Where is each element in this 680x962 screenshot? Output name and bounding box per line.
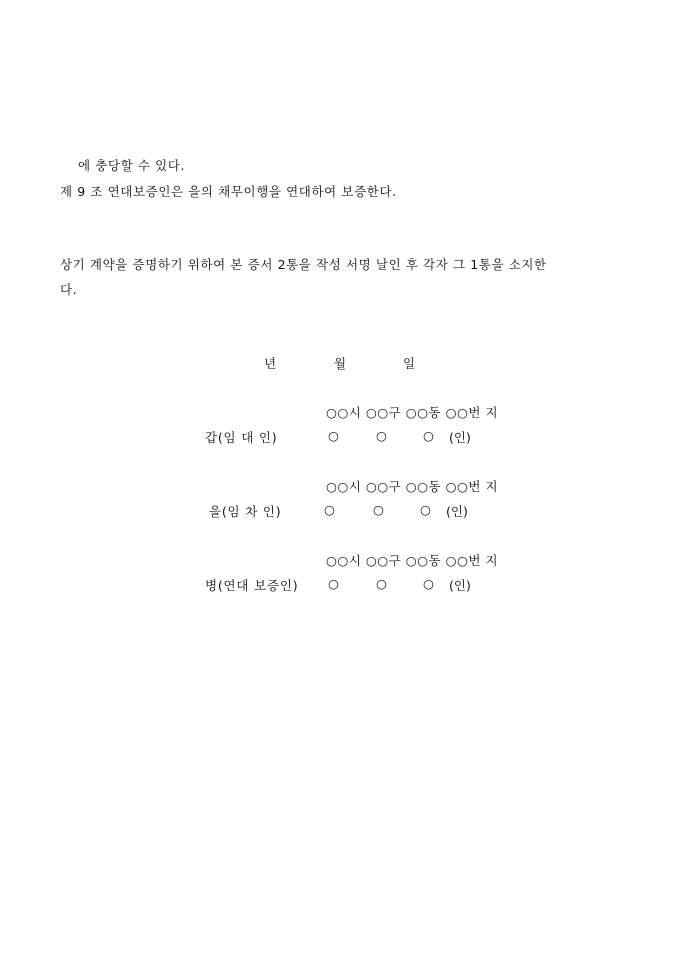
seal-mark: (인) — [449, 430, 471, 445]
seal-mark: (인) — [446, 504, 468, 519]
party-label: 갑(임 대 인) — [205, 430, 278, 445]
seal-mark: (인) — [449, 578, 471, 593]
party-address: ○○시 ○○구 ○○동 ○○번 지 — [326, 553, 499, 568]
name-circle: ○ — [376, 428, 387, 443]
closing-line-2: 다. — [60, 282, 78, 297]
name-circle: ○ — [420, 502, 431, 517]
name-circle: ○ — [423, 576, 434, 591]
party-label: 병(연대 보증인) — [205, 578, 299, 593]
name-circle: ○ — [373, 502, 384, 517]
name-circle: ○ — [328, 428, 339, 443]
article-9: 제 9 조 연대보증인은 을의 채무이행을 연대하여 보증한다. — [60, 184, 397, 199]
name-circle: ○ — [423, 428, 434, 443]
date-month: 월 — [334, 356, 347, 371]
date-year: 년 — [264, 356, 277, 371]
name-circle: ○ — [328, 576, 339, 591]
closing-line-1: 상기 계약을 증명하기 위하여 본 증서 2통을 작성 서명 날인 후 각자 그 1통을 소지한 — [60, 257, 547, 272]
name-circle: ○ — [376, 576, 387, 591]
name-circle: ○ — [324, 502, 335, 517]
party-address: ○○시 ○○구 ○○동 ○○번 지 — [326, 405, 499, 420]
continuation-line: 에 충당할 수 있다. — [78, 158, 186, 173]
party-label: 을(임 차 인) — [209, 504, 282, 519]
date-day: 일 — [403, 356, 416, 371]
party-address: ○○시 ○○구 ○○동 ○○번 지 — [326, 479, 499, 494]
